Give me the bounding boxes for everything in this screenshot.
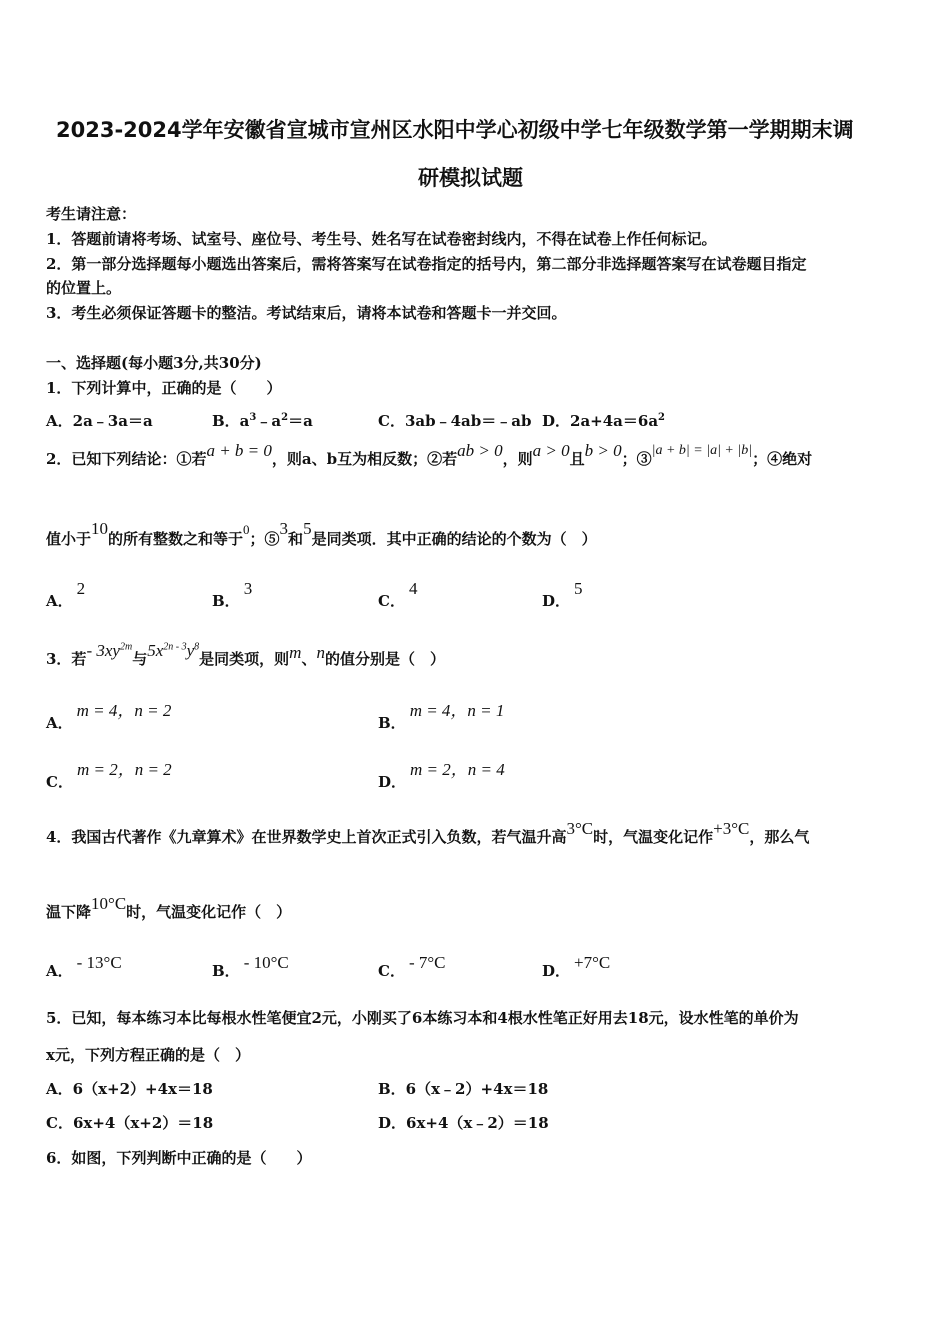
q2-math-5: |a + b| = |a| + |b| (651, 443, 753, 458)
q5-stem-line2: x元，下列方程正确的是（ ） (46, 1046, 250, 1064)
q1-option-c: C．3ab﹣4ab＝﹣ab (378, 412, 532, 430)
q4-math-2: +3°C (713, 819, 750, 838)
q1-option-b: B．$a^3﹣a^2=a$ (212, 412, 313, 430)
q5-option-b: B．6（x﹣2）+4x＝18 (378, 1080, 549, 1098)
q3-option-a: A．m = 4，n = 2 (46, 701, 172, 732)
q2-stem-line2: 值小于10的所有整数之和等于0；⑤3和5是同类项．其中正确的结论的个数为（ ） (46, 519, 597, 548)
q3-option-b: B．m = 4，n = 1 (378, 701, 505, 732)
q2-option-d: D．5 (542, 579, 583, 610)
notice-item-1: 1．答题前请将考场、试室号、座位号、考生号、姓名写在试卷密封线内，不得在试卷上作任何标记。 (46, 230, 717, 248)
notice-item-2-cont: 的位置上。 (46, 279, 122, 297)
q1-option-d: D．$2a+4a=6a^2$ (542, 412, 666, 430)
q2-option-a: A．2 (46, 579, 86, 610)
q5-option-d: D．6x+4（x﹣2）＝18 (378, 1114, 549, 1132)
q2-option-c: C．4 (378, 579, 418, 610)
q3-option-c: C．m = 2，n = 2 (46, 760, 172, 791)
q4-option-d: D． +7°C (542, 953, 611, 980)
q4-option-b: B． - 10°C (212, 953, 289, 980)
q5-option-a: A．6（x+2）+4x＝18 (46, 1080, 213, 1098)
notice-item-2: 2．第一部分选择题每小题选出答案后，需将答案写在试卷指定的括号内，第二部分非选择题答案写在试卷题目指定 (46, 255, 807, 273)
q1-option-a: A．2a﹣3a＝a (46, 412, 153, 430)
page-title-line2: 研模拟试题 (418, 166, 523, 190)
q2-math-2: ab > 0 (457, 441, 503, 460)
notice-item-3: 3．考生必须保证答题卡的整洁。考试结束后，请将本试卷和答题卡一并交回。 (46, 304, 567, 322)
q4-stem-line1: 4．我国古代著作《九章算术》在世界数学史上首次正式引入负数，若气温升高3°C时，气温变化记作+3°C，那么气 (46, 819, 810, 846)
page-title-line1: 2023-2024学年安徽省宣城市宣州区水阳中学心初级中学七年级数学第一学期期末调 (56, 118, 854, 142)
q4-option-c: C． - 7°C (378, 953, 446, 980)
q4-math-3: 10°C (91, 894, 127, 913)
q3-option-d: D．m = 2，n = 4 (378, 760, 505, 791)
q2-stem-line1: 2．已知下列结论：①若a + b = 0，则a、b互为相反数；②若ab > 0，则a > 0且b > 0；③|a + b| = |a| + |b|；④绝对 (46, 441, 813, 468)
q2-math-3: a > 0 (532, 441, 570, 460)
section-heading: 一、选择题(每小题3分,共30分) (46, 354, 262, 372)
q2-math-4: b > 0 (584, 441, 622, 460)
q3-math-1: - $3xy^{2m}$ (86, 641, 133, 660)
q2-math-1: a + b = 0 (206, 441, 272, 460)
q3-stem: 3．若- $3xy^{2m}$与$5x^{2n - 3}y^8$是同类项，则m、n的值分别是（ ） (46, 641, 445, 668)
q4-option-a: A． - 13°C (46, 953, 122, 980)
q3-math-2: $5x^{2n - 3}y^8$ (147, 641, 200, 660)
q4-stem-line2: 温下降10°C时，气温变化记作（ ） (46, 894, 292, 921)
q5-option-c: C．6x+4（x+2）＝18 (46, 1114, 214, 1132)
q6-stem: 6．如图，下列判断中正确的是（ ） (46, 1149, 312, 1167)
q5-stem-line1: 5．已知，每本练习本比每根水性笔便宜2元，小刚买了6本练习本和4根水性笔正好用去18元，设水性笔的单价为 (46, 1009, 799, 1027)
notice-heading: 考生请注意： (46, 205, 137, 223)
q1-stem: 1．下列计算中，正确的是（ ） (46, 379, 282, 397)
q4-math-1: 3°C (566, 819, 594, 838)
q2-option-b: B．3 (212, 579, 253, 610)
